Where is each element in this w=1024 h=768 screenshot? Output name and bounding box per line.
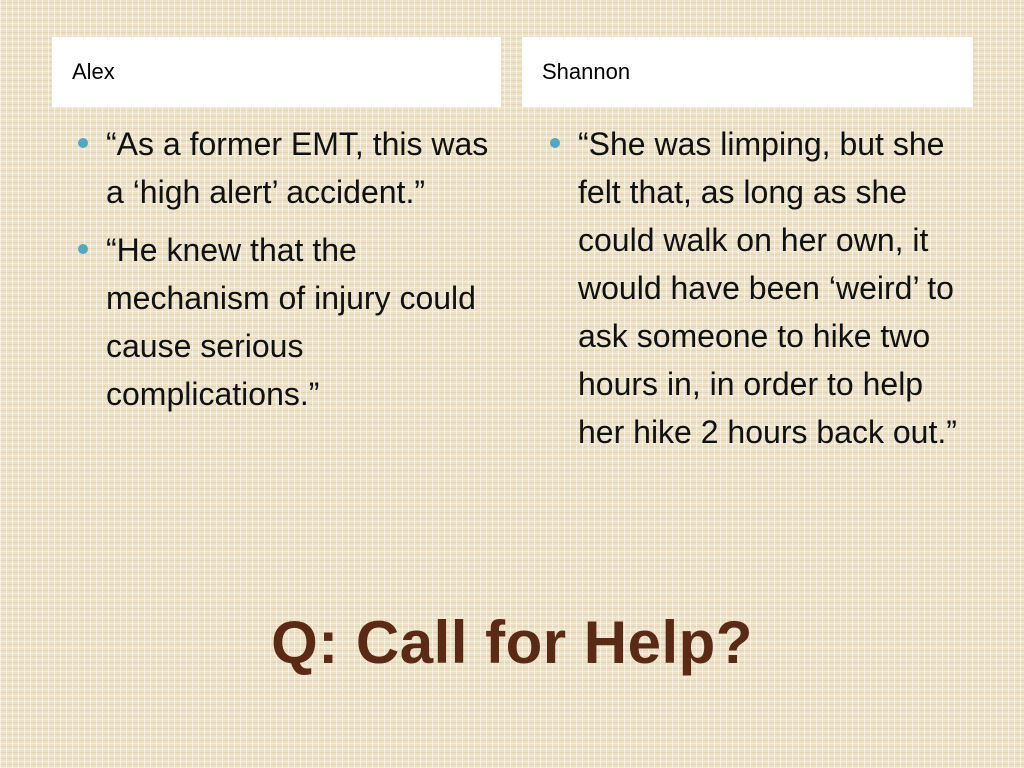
bullet-dot-icon [78,138,88,148]
column-header-label: Shannon [542,59,631,84]
bullet-list-shannon [550,120,970,466]
list-item [78,120,498,216]
bullet-text: “He knew that the mechanism of injury could cause serious complications.” [106,232,476,412]
bullet-dot-icon [550,138,560,148]
column-header-label: Alex [72,59,115,84]
bullet-text: “She was limping, but she felt that, as long as she could walk on her own, it would have been ‘weird’ to ask someone to hike two hours in, in order to help her hike 2 hours back out.” [578,126,957,450]
bullet-list-alex [78,120,498,428]
column-header-alex [52,37,501,107]
bullet-dot-icon [78,244,88,254]
slide-title: Q: Call for Help? [271,609,753,676]
list-item [550,120,970,456]
column-header-shannon [522,37,973,107]
bullet-text: “As a former EMT, this was a ‘high alert’ accident.” [106,126,489,210]
list-item [78,226,498,418]
